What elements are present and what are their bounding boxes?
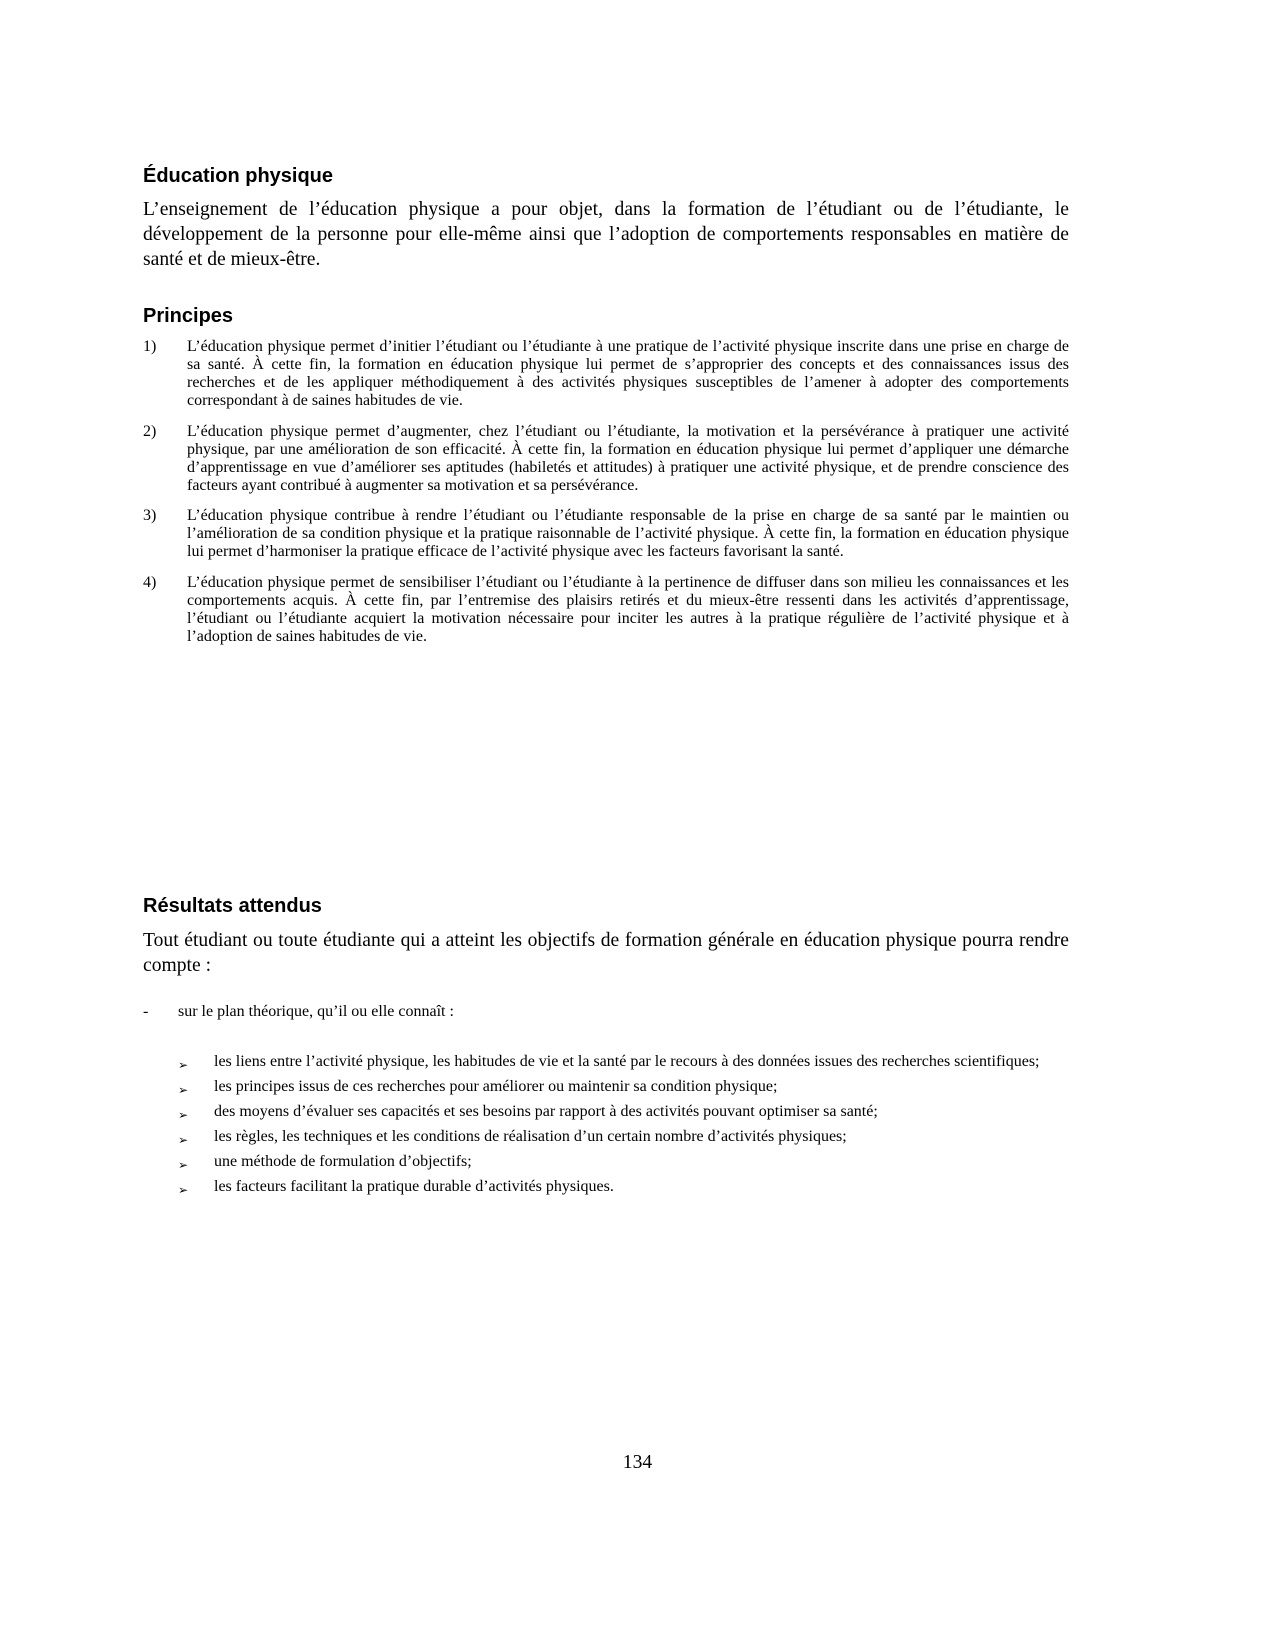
resultats-intro: Tout étudiant ou toute étudiante qui a atteint les objectifs de formation générale en éducation physique pourra rendre compte : xyxy=(143,930,1069,976)
item-number: 1) xyxy=(143,338,157,355)
section-paragraph: L’enseignement de l’éducation physique a pour objet, dans la formation de l’étudiant ou de l’étudiante, le développement de la personne pour elle-même ainsi que l’adoption de comportements responsables en matière de santé et de mieux-être. xyxy=(143,199,1069,270)
dash-marker: - xyxy=(143,1003,149,1020)
bullet-item xyxy=(143,1078,1069,1103)
bullet-text: les liens entre l’activité physique, les habitudes de vie et la santé par le recours à des données issues des recherches scientifiques; xyxy=(214,1053,1040,1070)
arrow-bullet-icon: ➢ xyxy=(178,1058,189,1072)
item-number: 3) xyxy=(143,507,157,524)
item-number: 2) xyxy=(143,422,157,440)
bullet-item xyxy=(143,1053,1069,1078)
item-text: L’éducation physique permet de sensibiliser l’étudiant ou l’étudiante à la pertinence de diffuser dans son milieu les connaissances et les comportements acquis. À cette fin, par l’entremise des plaisirs retirés et du mieux-être ressenti dans les activités d’apprentissage, l’étudiant ou l’étudiante acquiert la motivation nécessaire pour inciter les autres à la pratique régulière de l’activité physique et à l’adoption de saines habitudes de vie. xyxy=(187,573,1069,645)
bullet-list xyxy=(143,1053,1069,1203)
item-text: L’éducation physique permet d’augmenter, chez l’étudiant ou l’étudiante, la motivation et la persévérance à pratiquer une activité physique, par une amélioration de son efficacité. À cette fin, la formation en éducation physique lui permet d’appliquer une démarche d’apprentissage en vue d’améliorer ses aptitudes (habiletés et attitudes) à pratiquer une activité physique, et de prendre conscience des facteurs ayant contribué à augmenter sa motivation et sa persévérance. xyxy=(187,422,1069,494)
bullet-text: une méthode de formulation d’objectifs; xyxy=(214,1153,472,1170)
list-item xyxy=(143,507,1069,561)
bullet-item xyxy=(143,1153,1069,1178)
item-text: L’éducation physique contribue à rendre l’étudiant ou l’étudiante responsable de la prise en charge de sa santé par le maintien ou l’amélioration de sa condition physique et la pratique raisonnable de l’activité physique. À cette fin, la formation en éducation physique lui permet d’harmoniser la pratique efficace de l’activité physique avec les facteurs favorisant la santé. xyxy=(187,507,1069,560)
dash-item xyxy=(143,1003,1069,1021)
bullet-text: les facteurs facilitant la pratique durable d’activités physiques. xyxy=(214,1178,614,1195)
arrow-bullet-icon: ➢ xyxy=(178,1083,189,1097)
list-item xyxy=(143,574,1069,646)
principes-heading: Principes xyxy=(143,305,234,327)
bullet-text: les principes issus de ces recherches pour améliorer ou maintenir sa condition physique; xyxy=(214,1078,778,1095)
page-number: 134 xyxy=(622,1452,653,1473)
item-text: L’éducation physique permet d’initier l’étudiant ou l’étudiante à une pratique de l’activité physique inscrite dans une prise en charge de sa santé. À cette fin, la formation en éducation physique lui permet de s’approprier des concepts et des connaissances issus des recherches et de les appliquer méthodiquement à des activités physiques susceptibles de l’amener à adopter des comportements correspondant à de saines habitudes de vie. xyxy=(187,338,1069,409)
arrow-bullet-icon: ➢ xyxy=(178,1158,189,1172)
bullet-item xyxy=(143,1178,1069,1203)
bullet-item xyxy=(143,1128,1069,1153)
section-heading: Éducation physique xyxy=(143,165,334,187)
dash-text: sur le plan théorique, qu’il ou elle connaît : xyxy=(178,1003,454,1020)
list-item xyxy=(143,423,1069,495)
bullet-text: des moyens d’évaluer ses capacités et ses besoins par rapport à des activités pouvant optimiser sa santé; xyxy=(214,1103,878,1120)
bullet-text: les règles, les techniques et les conditions de réalisation d’un certain nombre d’activités physiques; xyxy=(214,1128,847,1145)
list-item xyxy=(143,338,1069,410)
arrow-bullet-icon: ➢ xyxy=(178,1183,189,1197)
principes-list xyxy=(143,338,1069,658)
arrow-bullet-icon: ➢ xyxy=(178,1133,189,1147)
item-number: 4) xyxy=(143,573,157,591)
resultats-heading: Résultats attendus xyxy=(143,895,322,917)
arrow-bullet-icon: ➢ xyxy=(178,1108,189,1122)
bullet-item xyxy=(143,1103,1069,1128)
